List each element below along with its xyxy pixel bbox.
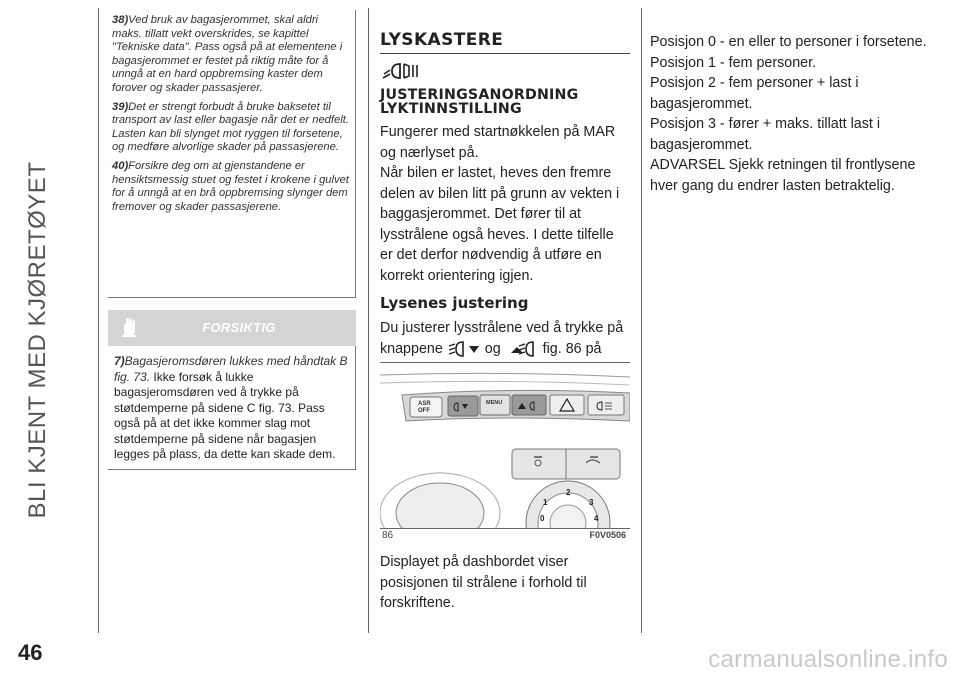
beam-down-icon	[447, 340, 481, 358]
page-number: 46	[18, 640, 43, 665]
svg-text:1: 1	[543, 498, 548, 507]
warning-italic: Bagasjeromsdøren lukkes med håndtak B fig. 73.	[114, 354, 348, 384]
headlight-adjust-icon	[380, 60, 630, 82]
main-column	[380, 30, 630, 380]
figure-86	[380, 362, 630, 542]
position-2: Posisjon 2 - fem personer + last i bagasjerommet.	[650, 75, 859, 112]
position-3: Posisjon 3 - fører + maks. tillatt last i bagasjerommet.	[650, 116, 881, 153]
warning-note: ADVARSEL Sjekk retningen til frontlysene hver gang du endrer lasten betraktelig.	[650, 157, 916, 194]
note-39: 39)Det er strengt forbudt å bruke baksetet til transport av last eller bagasje når det er nedfelt. Lasten kan bli slynget mot ryggen til forsetene, og medføre alvorlige skader på passasjerene.	[112, 100, 349, 154]
para-loaded: Når bilen er lastet, heves den fremre delen av bilen litt på grunn av vekten i baggasjerommet. Det fører til at lysstrålene også heves. I dette tilfelle er det derfor nødvendig å utføre en korrekt orientering igjen.	[380, 165, 620, 284]
svg-text:MENU: MENU	[486, 400, 503, 406]
watermark: carmanualsonline.info	[708, 646, 948, 673]
figure-number: 86	[382, 530, 394, 541]
position-1: Posisjon 1 - fem personer.	[650, 54, 817, 71]
note-40: 40)Forsikre deg om at gjenstandene er hensiktsmessig stuet og festet i krokene i gulvet for å unngå at en brå oppbremsing slynger dem fremover og skader passasjerene.	[112, 159, 349, 213]
svg-text:3: 3	[589, 498, 594, 507]
notes-box	[108, 10, 356, 298]
column-divider-right	[641, 8, 642, 633]
column-divider-mid	[368, 8, 369, 633]
note-38: 38)Ved bruk av bagasjerommet, skal aldri maks. tillatt vekt overskrides, se kapittel "Tekniske data". Pass også på at elementene i bagasjerommet er festet på riktig måte for å unngå at en hard oppbremsing kaster dem forover og skader passasjerer.	[112, 14, 343, 94]
warning-label: FORSIKTIG	[202, 320, 276, 335]
svg-text:ASR: ASR	[418, 401, 431, 407]
warning-header	[108, 310, 356, 346]
svg-text:OFF: OFF	[418, 408, 430, 414]
subsection-title: JUSTERINGSANORDNING LYKTINNSTILLING	[380, 87, 579, 117]
warning-text: Ikke forsøk å lukke bagasjeromsdøren ved å trykke på støtdemperne på sidene C fig. 73. Pass også på at det ikke kommer slag mot støtdemperne på sidene når bagasjen legges på plass, da dette kan skade dem.	[114, 369, 336, 461]
para-operation: Fungerer med startnøkkelen på MAR og nærlyset på.	[380, 124, 616, 161]
para-display: Displayet på dashbordet viser posisjonen til strålene i forhold til forskriftene.	[380, 554, 587, 611]
dashboard-panel-illustration	[380, 363, 630, 528]
adjust-heading: Lysenes justering	[380, 294, 529, 312]
column-divider-left	[98, 8, 99, 633]
figure-code: F0V0506	[589, 530, 626, 540]
warning-num: 7)	[114, 354, 125, 368]
warning-box	[108, 346, 356, 470]
positions-column	[650, 32, 940, 196]
svg-text:0: 0	[540, 514, 545, 523]
section-title: LYSKASTERE	[380, 30, 630, 54]
position-0: Posisjon 0 - en eller to personer i forsetene.	[650, 34, 927, 50]
beam-up-icon	[505, 340, 539, 358]
para-buttons: Du justerer lysstrålene ved å trykke på knappene og fig. 86 på	[380, 320, 624, 357]
svg-text:4: 4	[594, 514, 599, 523]
svg-text:2: 2	[566, 488, 571, 497]
